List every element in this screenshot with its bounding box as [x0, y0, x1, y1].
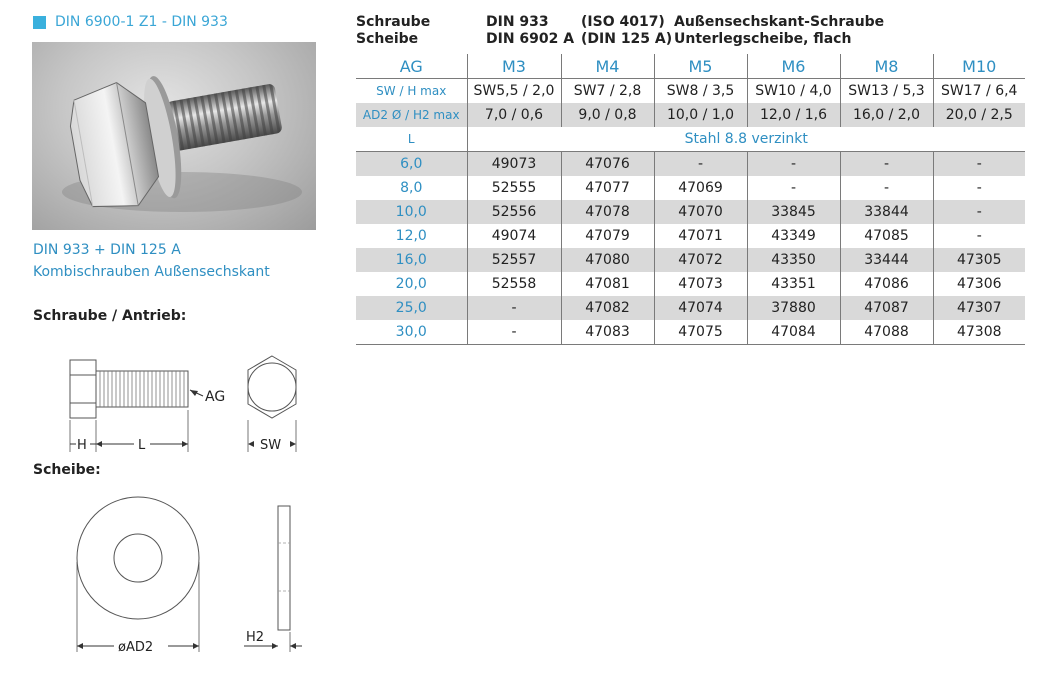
length-cell: 16,0 — [356, 248, 467, 272]
length-cell: 10,0 — [356, 200, 467, 224]
article-cell: 43351 — [747, 272, 840, 296]
label-l: L — [138, 438, 146, 453]
size-header: M10 — [933, 54, 1025, 79]
article-cell: 52557 — [467, 248, 561, 272]
article-cell: 47073 — [654, 272, 747, 296]
table-row — [356, 176, 1025, 200]
article-table — [356, 54, 1025, 345]
article-cell: - — [747, 176, 840, 200]
screw-photo-icon — [32, 42, 316, 230]
article-cell: - — [933, 176, 1025, 200]
row-label-ad2: AD2 Ø / H2 max — [356, 103, 467, 127]
length-cell: 25,0 — [356, 296, 467, 320]
label-h2: H2 — [246, 630, 265, 645]
product-title: DIN 6900-1 Z1 - DIN 933 — [55, 14, 228, 30]
size-header: M5 — [654, 54, 747, 79]
spec-iso-screw: (ISO 4017) — [581, 14, 665, 30]
table-cell: 12,0 / 1,6 — [747, 103, 840, 127]
table-cell: 10,0 / 1,0 — [654, 103, 747, 127]
article-cell: 47082 — [561, 296, 654, 320]
label-ad2: øAD2 — [118, 640, 154, 655]
article-cell: - — [467, 320, 561, 345]
article-cell: 43350 — [747, 248, 840, 272]
size-header: M8 — [840, 54, 933, 79]
table-cell: 9,0 / 0,8 — [561, 103, 654, 127]
article-cell: 47085 — [840, 224, 933, 248]
washer-side-drawing — [236, 490, 316, 670]
table-header-row — [356, 54, 1025, 79]
length-cell: 8,0 — [356, 176, 467, 200]
article-cell: - — [840, 152, 933, 177]
table-row-material — [356, 127, 1025, 152]
article-cell: 47076 — [561, 152, 654, 177]
article-cell: 47088 — [840, 320, 933, 345]
article-cell: 33444 — [840, 248, 933, 272]
article-cell: - — [933, 152, 1025, 177]
spec-col-desc — [674, 14, 884, 48]
spec-type-screw: Schraube — [356, 14, 431, 30]
article-cell: 47087 — [840, 296, 933, 320]
table-row — [356, 296, 1025, 320]
article-cell: 47305 — [933, 248, 1025, 272]
table-row-ad2 — [356, 103, 1025, 127]
article-cell: 49074 — [467, 224, 561, 248]
article-cell: 47072 — [654, 248, 747, 272]
screw-head-drawing — [240, 340, 310, 460]
spec-iso-washer: (DIN 125 A) — [581, 31, 673, 47]
article-cell: - — [467, 296, 561, 320]
header-ag: AG — [356, 54, 467, 79]
article-cell: 33844 — [840, 200, 933, 224]
length-cell: 20,0 — [356, 272, 467, 296]
section-title-screw: Schraube / Antrieb: — [33, 308, 187, 324]
length-cell: 12,0 — [356, 224, 467, 248]
table-row — [356, 200, 1025, 224]
article-cell: 37880 — [747, 296, 840, 320]
spec-type-washer: Scheibe — [356, 31, 419, 47]
label-ag: AG — [205, 389, 226, 405]
row-label-l: L — [356, 127, 467, 152]
article-cell: 43349 — [747, 224, 840, 248]
article-cell: 47308 — [933, 320, 1025, 345]
spec-desc-screw: Außensechskant-Schraube — [674, 14, 885, 30]
article-cell: 47079 — [561, 224, 654, 248]
article-cell: 47083 — [561, 320, 654, 345]
screw-side-drawing — [40, 340, 240, 460]
table-cell: 20,0 / 2,5 — [933, 103, 1025, 127]
article-cell: 33845 — [747, 200, 840, 224]
table-cell: SW5,5 / 2,0 — [467, 79, 561, 104]
table-row — [356, 248, 1025, 272]
article-cell: 47071 — [654, 224, 747, 248]
row-label-sw: SW / H max — [356, 79, 467, 104]
article-cell: 47306 — [933, 272, 1025, 296]
material-cell: Stahl 8.8 verzinkt — [467, 127, 1025, 152]
spec-col-type — [356, 14, 430, 48]
article-cell: 47307 — [933, 296, 1025, 320]
spec-desc-washer: Unterlegscheibe, flach — [674, 31, 852, 47]
article-cell: 47080 — [561, 248, 654, 272]
spec-col-din — [486, 14, 574, 48]
caption-standard: DIN 933 + DIN 125 A — [33, 242, 181, 258]
table-cell: SW10 / 4,0 — [747, 79, 840, 104]
article-cell: 49073 — [467, 152, 561, 177]
spec-col-iso — [581, 14, 672, 48]
article-cell: 47077 — [561, 176, 654, 200]
length-cell: 30,0 — [356, 320, 467, 345]
table-row — [356, 272, 1025, 296]
table-row — [356, 152, 1025, 177]
product-header — [33, 14, 228, 30]
article-cell: - — [840, 176, 933, 200]
size-header: M3 — [467, 54, 561, 79]
table-cell: 7,0 / 0,6 — [467, 103, 561, 127]
article-cell: 47078 — [561, 200, 654, 224]
table-row-sw — [356, 79, 1025, 104]
table-cell: SW13 / 5,3 — [840, 79, 933, 104]
article-cell: 47070 — [654, 200, 747, 224]
table-cell: SW17 / 6,4 — [933, 79, 1025, 104]
article-cell: - — [747, 152, 840, 177]
label-sw: SW — [260, 438, 282, 453]
washer-front-drawing — [60, 490, 220, 670]
caption-description: Kombischrauben Außensechskant — [33, 264, 270, 280]
article-cell: 52555 — [467, 176, 561, 200]
product-panel — [0, 0, 340, 694]
article-cell: 47084 — [747, 320, 840, 345]
product-photo — [32, 42, 316, 230]
article-cell: 47075 — [654, 320, 747, 345]
section-title-washer: Scheibe: — [33, 462, 101, 478]
article-cell: 47074 — [654, 296, 747, 320]
table-cell: SW7 / 2,8 — [561, 79, 654, 104]
table-cell: SW8 / 3,5 — [654, 79, 747, 104]
article-cell: 52556 — [467, 200, 561, 224]
article-cell: 47081 — [561, 272, 654, 296]
length-cell: 6,0 — [356, 152, 467, 177]
article-cell: - — [933, 200, 1025, 224]
table-row — [356, 224, 1025, 248]
table-row — [356, 320, 1025, 345]
spec-din-washer: DIN 6902 A — [486, 31, 575, 47]
article-cell: 47069 — [654, 176, 747, 200]
article-cell: - — [654, 152, 747, 177]
header-square-icon — [33, 16, 46, 29]
article-cell: 47086 — [840, 272, 933, 296]
size-header: M4 — [561, 54, 654, 79]
article-cell: 52558 — [467, 272, 561, 296]
size-header: M6 — [747, 54, 840, 79]
table-cell: 16,0 / 2,0 — [840, 103, 933, 127]
label-h: H — [77, 438, 87, 453]
article-cell: - — [933, 224, 1025, 248]
spec-din-screw: DIN 933 — [486, 14, 549, 30]
